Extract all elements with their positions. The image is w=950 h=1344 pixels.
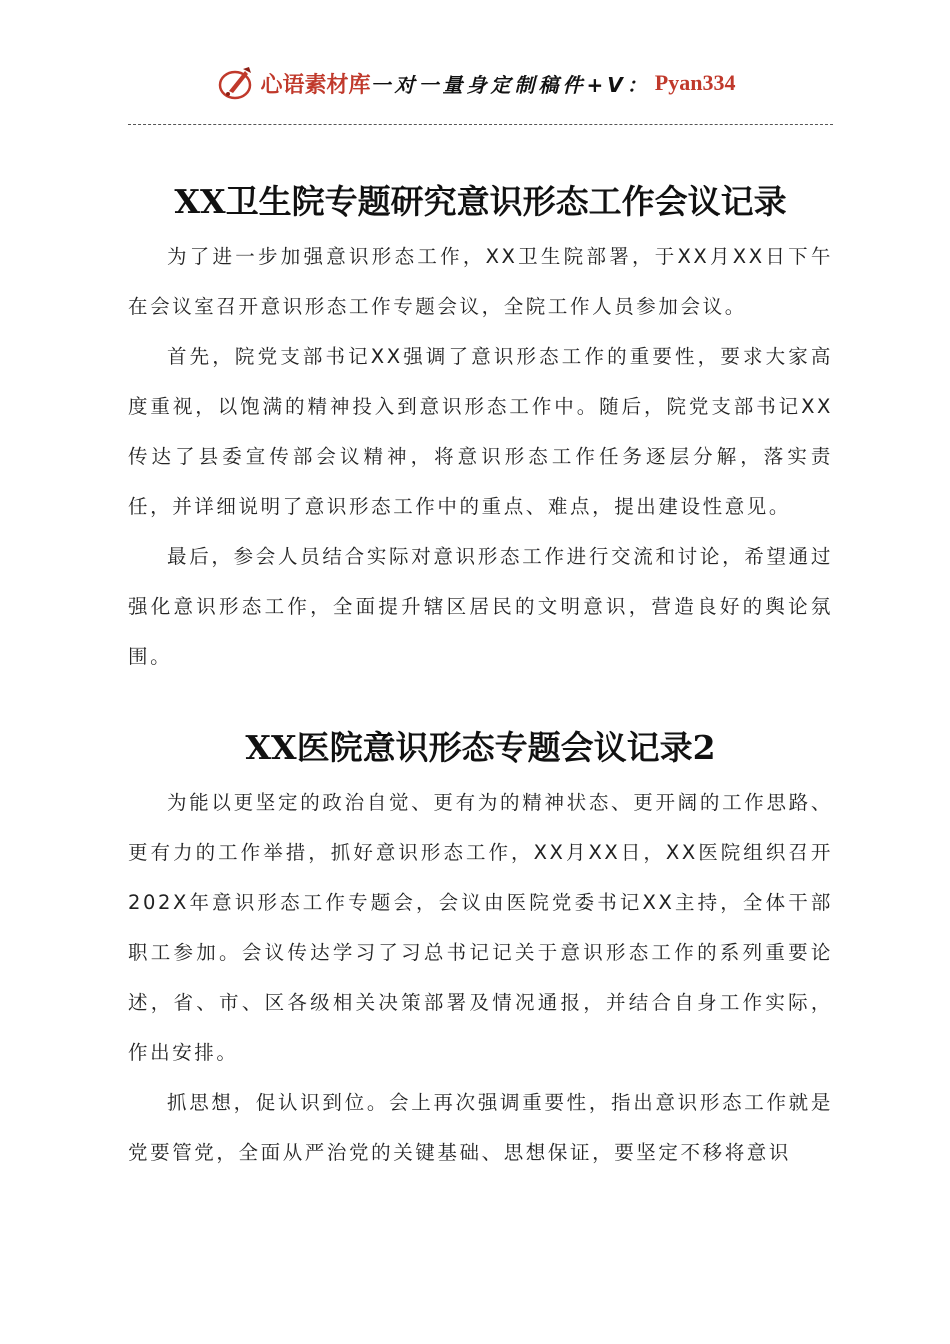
brand-logo-icon: [215, 63, 259, 103]
section-1-paragraph-3: 最后，参会人员结合实际对意识形态工作进行交流和讨论，希望通过强化意识形态工作，全面提升辖区居民的文明意识，营造良好的舆论氛围。: [128, 545, 833, 668]
contact-id: Pyan334: [654, 70, 736, 95]
header-tagline: 一对一量身定制稿件+V：: [370, 72, 651, 97]
section-2-paragraph-1: 为能以更坚定的政治自觉、更有为的精神状态、更开阔的工作思路、更有力的工作举措，抓好意识形态工作，XX月XX日，XX医院组织召开202X年意识形态工作专题会，会议由医院党委书记XX主持，全体干部职工参加。会议传达学习了习总书记记关于意识形态工作的系列重要论述，省、市、区各级相关决策部署及情况通报，并结合自身工作实际，作出安排。: [128, 791, 833, 1064]
page-header: [0, 58, 950, 108]
header-divider: [128, 124, 833, 125]
section-2-title: XX医院意识形态专题会议记录2: [245, 728, 716, 767]
section-1-paragraph-1: 为了进一步加强意识形态工作，XX卫生院部署，于XX月XX日下午在会议室召开意识形态工作专题会议，全院工作人员参加会议。: [128, 245, 833, 318]
section-1-title: XX卫生院专题研究意识形态工作会议记录: [174, 182, 787, 221]
brand-name: 心语素材库: [260, 71, 371, 98]
section-2-paragraph-2: 抓思想，促认识到位。会上再次强调重要性，指出意识形态工作就是党要管党，全面从严治党的关键基础、思想保证，要坚定不移将意识: [128, 1091, 833, 1164]
document-body: [128, 172, 833, 1178]
section-1-paragraph-2: 首先，院党支部书记XX强调了意识形态工作的重要性，要求大家高度重视，以饱满的精神投入到意识形态工作中。随后，院党支部书记XX传达了县委宣传部会议精神，将意识形态工作任务逐层分解，落实责任，并详细说明了意识形态工作中的重点、难点，提出建设性意见。: [128, 345, 833, 518]
